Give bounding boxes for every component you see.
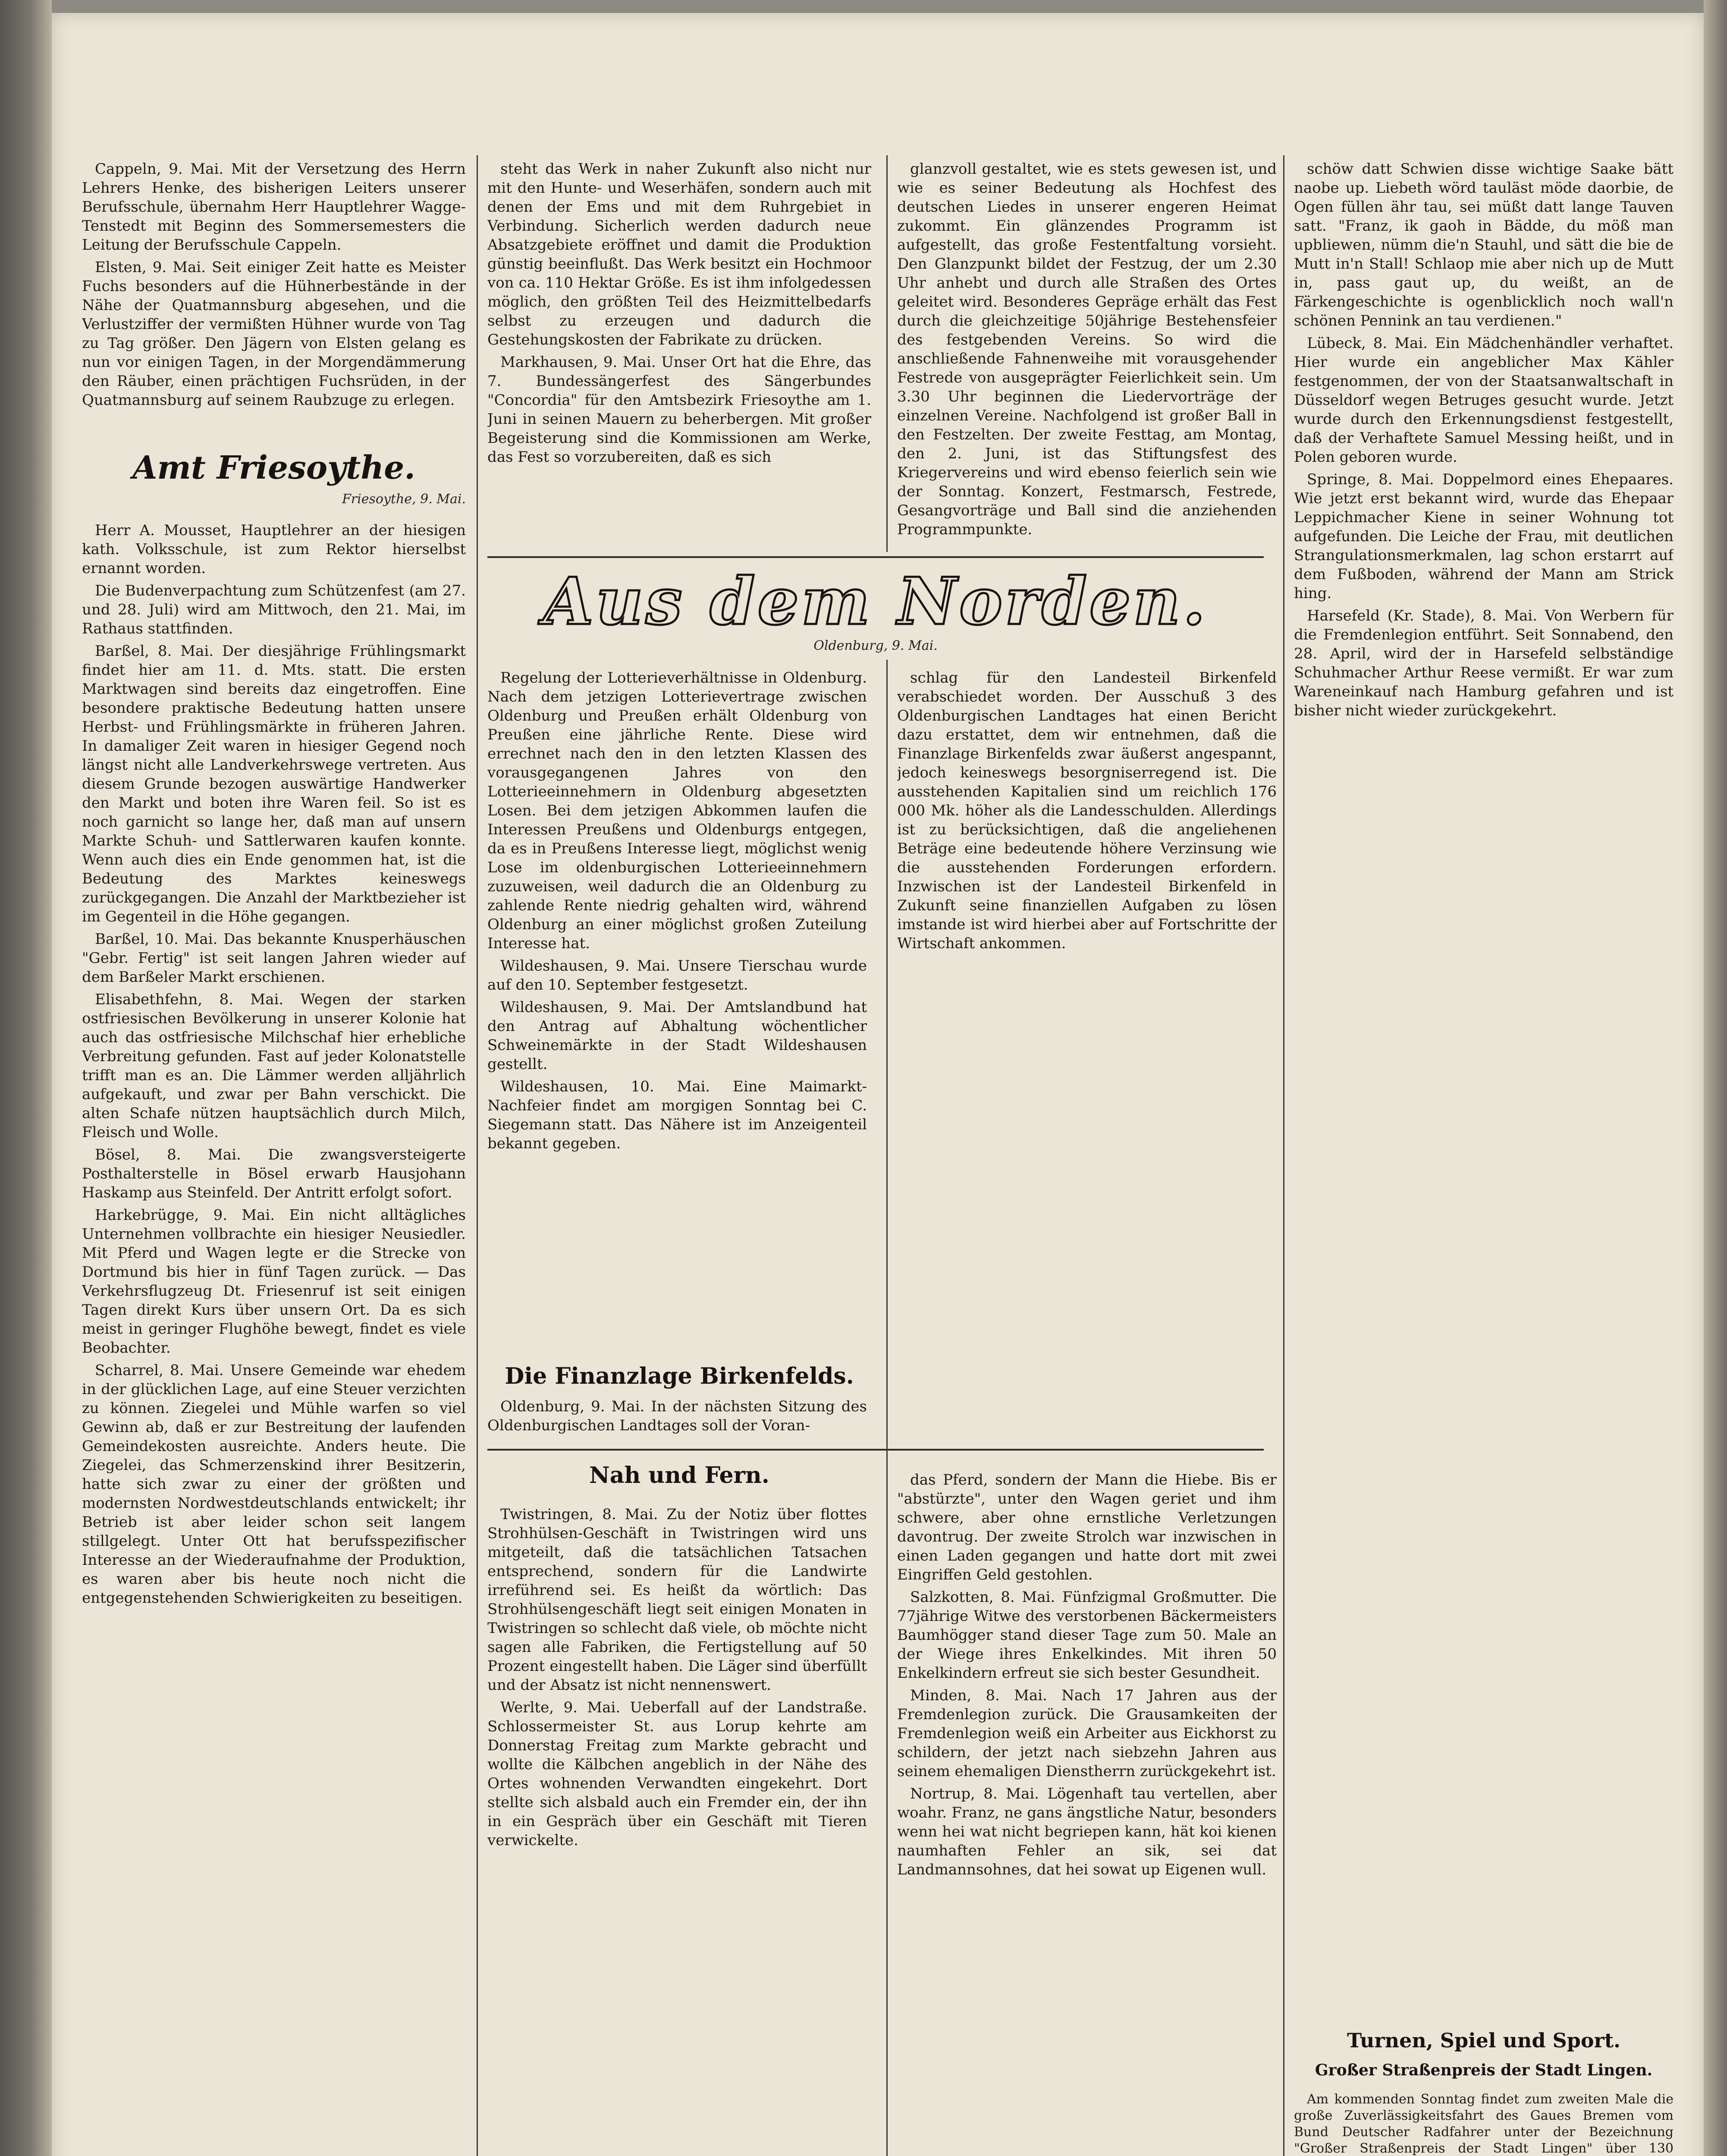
column-nah-1 — [487, 1505, 867, 2156]
article-cappeln: Cappeln, 9. Mai. Mit der Versetzung des Herrn Lehrers Henke, des bisherigen Leiters unserer Berufsschule, übernahm Herr Hauptlehrer Wagge-Tenstedt mit Beginn des Sommersemesters die Leitung der Berufsschule Cappeln. — [82, 160, 466, 254]
rule-nah-fern — [487, 1449, 1264, 1451]
article-elsten: Elsten, 9. Mai. Seit einiger Zeit hatte es Meister Fuchs besonders auf die Hühnerbestände in der Nähe der Quatmannsburg abgesehen, und die Verlustziffer der vermißten Hühner wurde von Tag zu Tag größer. Den Jägern von Elsten gelang es nun vor einigen Tagen, in der Morgendämmerung den Räuber, einen prächtigen Fuchsrüden, in der Quatmannsburg auf seinem Raubzuge zu erlegen. — [82, 259, 466, 409]
column-norden-2 — [897, 668, 1277, 1488]
article-fest-cont: glanzvoll gestaltet, wie es stets gewesen ist, und wie es seiner Bedeutung als Hochfest des deutschen Liedes in unserer engeren Heimat zukommt. Ein glänzendes Programm ist aufgestellt, das große Festentfaltung vorsieht. Den Glanzpunkt bildet der Festzug, der um 2.30 Uhr anhebt und durch alle Straßen des Ortes geleitet wird. Besonderes Gepräge erhält das Fest durch die gleichzeitige 50jährige Bestehensfeier des festgebenden Vereins. So wird die anschließende Fahnenweihe mit vorausgehender Festrede von ausgeprägter Feierlichkeit sein. Um 3.30 Uhr beginnen die Liedervorträge der einzelnen Vereine. Nachfolgend ist großer Ball in den Festzelten. Der zweite Festtag, am Montag, den 2. Juni, ist das Stiftungsfest des Kriegervereins und wird ebenso feierlich sein wie der Sonntag. Konzert, Festmarsch, Festrede, Gesangvorträge und Ball sind die anziehenden Programmpunkte. — [897, 160, 1277, 538]
rule-top-norden — [487, 556, 1264, 558]
column-3-top — [897, 160, 1277, 548]
column-rule-1 — [477, 155, 478, 2156]
column-nah-2 — [897, 1470, 1277, 2156]
article-markhausen: Markhausen, 9. Mai. Unser Ort hat die Ehre, das 7. Bundessängerfest des Sängerbundes "Concordia" für den Amtsbezirk Friesoythe am 1. Juni in seinen Mauern zu beherbergen. Mit großer Begeisterung sind die Kommissionen am Werke, das Fest so vorzubereiten, daß es sich — [487, 354, 871, 466]
scan-edge — [0, 0, 52, 2156]
section-heading-nah-und-fern: Nah und Fern. — [589, 1462, 769, 1489]
article-werk-cont: steht das Werk in naher Zukunft also nicht nur mit den Hunte- und Weserhäfen, sondern auch mit denen der Ems und mit dem Ruhrgebiet in Verbindung. Sicherlich werden dadurch neue Absatzgebiete eröffnet und damit die Produktion günstig beeinflußt. Das Werk besitzt ein Hochmoor von ca. 110 Hektar Größe. Es ist ihm infolgedessen möglich, den größten Teil des Heizmittelbedarfs selbst zu erzeugen und dadurch die Gestehungskosten der Fabrikate zu drücken. — [487, 160, 871, 348]
subheading-strassenpreis-lingen: Großer Straßenpreis der Stadt Lingen. — [1315, 2061, 1653, 2079]
article-harkebruegge: Harkebrügge, 9. Mai. Ein nicht alltägliches Unternehmen vollbrachte ein hiesiger Neusiedler. Mit Pferd und Wagen legte er die Strecke von Dortmund bis hier in fünf Tagen zurück. — Das Verkehrsflugzeug Dt. Friesenruf ist seit einigen Tagen direkt Kurs über unsern Ort. Da es sich meist in geringer Flughöhe bewegt, findet es viele Beobachter. — [82, 1206, 466, 1357]
column-rule-2-top — [886, 155, 888, 552]
section-heading-turnen-spiel-sport: Turnen, Spiel und Sport. — [1347, 2029, 1621, 2052]
article-birkenfeld-cont: schlag für den Landesteil Birkenfeld verabschiedet worden. Der Ausschuß 3 des Oldenburgischen Landtages hat einen Bericht dazu erstattet, dem wir entnehmen, daß die Finanzlage Birkenfelds zwar äußerst angespannt, jedoch keineswegs besorgniserregend ist. Die ausstehenden Kapitalien sind um reichlich 176 000 Mk. höher als die Landesschulden. Allerdings ist zu berücksichtigen, daß die angeliehenen Beträge eine bedeutende höhere Verzinsung wie die ausstehenden Forderungen erfordern. Inzwischen ist der Landesteil Birkenfeld in Zukunft seine finanziellen Aufgaben zu lösen imstande ist wird hierbei aber auf Fortschritte der Wirtschaft ankommen. — [897, 669, 1277, 952]
column-rule-2-bottom — [886, 660, 888, 2156]
article-barssel-1: Barßel, 8. Mai. Der diesjährige Frühlingsmarkt findet hier am 11. d. Mts. statt. Die ersten Marktwagen sind bereits daz eingetroffen. Eine besondere praktische Bedeutung hatten unsere Herbst- und Frühlingsmärkte in früheren Jahren. In damaliger Zeit waren in hiesiger Gegend noch längst nicht alle Landverkehrswege vertreten. Aus diesem Grunde bezogen auswärtige Handwerker den Markt und boten ihre Waren feil. So ist es noch garnicht so lange her, daß man auf unsern Markte Schuh- und Sattlerwaren kaufen konnte. Wenn auch dies ein Ende genommen hat, ist die Bedeutung des Marktes keineswegs zurückgegangen. Die Anzahl der Marktbezieher ist im Gegenteil in die Höhe gegangen. — [82, 642, 466, 925]
dateline-friesoythe: Friesoythe, 9. Mai. — [342, 492, 466, 507]
article-werlte: Werlte, 9. Mai. Ueberfall auf der Landstraße. Schlossermeister St. aus Lorup kehrte am Donnerstag Freitag zum Markte gebracht und wollte die Kälbchen angeblich in der Nähe des Ortes wohnenden Verwandten eingekehrt. Dort stellte sich alsbald auch ein Fremder ein, der ihn in ein Gespräch über ein Geschäft mit Tieren verwickelte. — [487, 1699, 867, 1849]
article-minden: Minden, 8. Mai. Nach 17 Jahren aus der Fremdenlegion zurück. Die Grausamkeiten der Fremdenlegion weiß ein Arbeiter aus Eickhorst zu schildern, der jetzt nach siebzehn Jahren aus seinem ehemaligen Dienstherrn zurückgekehrt ist. — [897, 1687, 1277, 1780]
article-wildeshausen-2: Wildeshausen, 9. Mai. Der Amtslandbund hat den Antrag auf Abhaltung wöchentlicher Schweinemärkte in der Stadt Wildeshausen gestellt. — [487, 999, 867, 1073]
article-boesel: Bösel, 8. Mai. Die zwangsversteigerte Posthalterstelle in Bösel erwarb Hausjohann Haskamp aus Steinfeld. Der Antritt erfolgt sofort. — [82, 1146, 466, 1201]
article-twistringen: Twistringen, 8. Mai. Zu der Notiz über flottes Strohhülsen-Geschäft in Twistringen wird uns mitgeteilt, daß die tatsächlichen Tatsachen entsprechend, sondern für die Landwirte irreführend sei. Es heißt da wörtlich: Das Strohhülsengeschäft liegt seit einigen Monaten in Twistringen so schlecht daß viele, ob möchte nicht sagen alle Fabriken, die Fertigstellung auf 50 Prozent eingestellt haben. Die Läger sind überfüllt und der Absatz ist nicht nennenswert. — [487, 1506, 867, 1694]
article-mousset: Herr A. Mousset, Hauptlehrer an der hiesigen kath. Volksschule, ist zum Rektor hierselbst ernannt worden. — [82, 522, 466, 577]
article-lotterie: Regelung der Lotterieverhältnisse in Oldenburg. Nach dem jetzigen Lotterievertrage zwischen Oldenburg und Preußen erhält Oldenburg von Preußen eine jährliche Rente. Diese wird errechnet nach den in den letzten Klassen des vorausgegangenen Jahres von den Lotterieeinnehmern in Oldenburg abgesetzten Losen. Bei dem jetzigen Abkommen laufen die Interessen Preußens und Oldenburgs entgegen, da es in Preußens Interesse liegt, möglichst wenig Lose im oldenburgischen Lotterieeinnehmern zuzuweisen, weil dadurch die an Oldenburg zu zahlende Rente niedrig gehalten wird, während Oldenburg an einer möglichst großen Zuteilung Interesse hat. — [487, 669, 867, 952]
article-platt-cont: schöw datt Schwien disse wichtige Saake bätt naobe up. Liebeth wörd tauläst möde daorbie, de Ogen füllen ähr tau, sei müßt datt lange Tauven satt. "Franz, ik gaoh in Bädde, du möß man upbliewen, nümm die'n Stauhl, und sätt die bie de Mutt in'n Stall! Schlaop mie aber nich up de Mutt in, pass gaut up, du weißt, an de Färkengeschichte is ogenblicklich noch wall'n schönen Pennink an tau verdienen." — [1294, 160, 1674, 329]
column-turnen — [1294, 2091, 1674, 2156]
article-salzkotten: Salzkotten, 8. Mai. Fünfzigmal Großmutter. Die 77jährige Witwe des verstorbenen Bäckermeisters Baumhögger stand dieser Tage zum 50. Male an der Wiege ihres Enkelkindes. Mit ihren 50 Enkelkindern erfreut sie sich bester Gesundheit. — [897, 1589, 1277, 1682]
article-wildeshausen-1: Wildeshausen, 9. Mai. Unsere Tierschau wurde auf den 10. September festgesetzt. — [487, 957, 867, 993]
column-finanz — [487, 1397, 867, 1440]
article-finanz: Oldenburg, 9. Mai. In der nächsten Sitzung des Oldenburgischen Landtages soll der Voran- — [487, 1398, 867, 1434]
article-nortrup: Nortrup, 8. Mai. Lögenhaft tau vertellen, aber woahr. Franz, ne gans ängstliche Natur, besonders wenn hei wat nicht begriepen kann, hät koi kienen naumhaften Fehler an sik, sei dat Landmannsohnes, dat hei sowat up Eigenen wull. — [897, 1785, 1277, 1878]
section-heading-aus-dem-norden: Aus dem Norden. — [543, 564, 1208, 639]
section-heading-finanzlage: Die Finanzlage Birkenfelds. — [505, 1363, 854, 1389]
article-luebeck: Lübeck, 8. Mai. Ein Mädchenhändler verhaftet. Hier wurde ein angeblicher Max Kähler festgenommen, der von der Staatsanwaltschaft in Düsseldorf wegen Betruges gesucht wurde. Jetzt wurde durch den Erkennungsdienst festgestellt, daß der Verhaftete Samuel Messing heißt, und in Polen geboren wurde. — [1294, 335, 1674, 466]
column-norden-1 — [487, 668, 867, 1354]
article-budenverpachtung: Die Budenverpachtung zum Schützenfest (am 27. und 28. Juli) wird am Mittwoch, den 21. Mai, im Rathaus stattfinden. — [82, 582, 466, 637]
dateline-oldenburg: Oldenburg, 9. Mai. — [813, 638, 938, 653]
article-strassenpreis: Am kommenden Sonntag findet zum zweiten Male die große Zuverlässigkeitsfahrt des Gaues Bremen vom Bund Deutscher Radfahrer unter der Bezeichnung "Großer Straßenpreis der Stadt Lingen" über 130 — [1294, 2092, 1674, 2156]
article-scharrel: Scharrel, 8. Mai. Unsere Gemeinde war ehedem in der glücklichen Lage, auf eine Steuer verzichten zu können. Ziegelei und Mühle warfen so viel Gewinn ab, daß er zur Bestreitung der laufenden Gemeindekosten ausreichte. Anders heute. Die Ziegelei, das Schmerzenskind ihrer Besitzerin, hatte sich zwar zu einer der größten und modernsten Nordwestdeutschlands entwickelt; ihr Betrieb ist aber leider schon seit langem stillgelegt. Unter Ott hat berufsspezifischer Interesse an der Wiederaufnahme der Produktion, es waren aber bis heute noch nicht die entgegenstehenden Schwierigkeiten zu beseitigen. — [82, 1362, 466, 1607]
article-barssel-2: Barßel, 10. Mai. Das bekannte Knusperhäuschen "Gebr. Fertig" ist seit langen Jahren wieder auf dem Barßeler Markt erschienen. — [82, 931, 466, 986]
article-werlte-cont: das Pferd, sondern der Mann die Hiebe. Bis er "abstürzte", unter den Wagen geriet und ihm schwere, aber ohne ernstliche Verletzungen davontrug. Der zweite Strolch war inzwischen in einen Laden gegangen und hatte dort mit zwei Eingriffen Geld gestohlen. — [897, 1471, 1277, 1583]
column-2-top — [487, 160, 871, 591]
column-4 — [1294, 160, 1674, 2156]
article-harsefeld: Harsefeld (Kr. Stade), 8. Mai. Von Werbern für die Fremdenlegion entführt. Seit Sonnabend, den 28. April, wird der in Harsefeld selbständige Schuhmacher Arthur Reese vermißt. Er war zum Wareneinkauf nach Hamburg gefahren und ist bisher nicht wieder zurückgekehrt. — [1294, 607, 1674, 719]
page-content — [52, 13, 1704, 2156]
column-rule-3 — [1283, 155, 1284, 2156]
article-springe: Springe, 8. Mai. Doppelmord eines Ehepaares. Wie jetzt erst bekannt wird, wurde das Ehepaar Leppichmacher Kiene in seiner Wohnung tot aufgefunden. Die Leiche der Frau, mit deutlichen Strangulationsmerkmalen, lag schon erstarrt auf dem Fußboden, während der Mann am Strick hing. — [1294, 471, 1674, 602]
article-wildeshausen-3: Wildeshausen, 10. Mai. Eine Maimarkt-Nachfeier findet am morgigen Sonntag bei C. Siegemann statt. Das Nähere ist im Anzeigenteil bekannt gegeben. — [487, 1078, 867, 1152]
article-elisabethfehn: Elisabethfehn, 8. Mai. Wegen der starken ostfriesischen Bevölkerung in unserer Kolonie hat auch das ostfriesische Milchschaf hier erhebliche Verbreitung gefunden. Fast auf jeder Kolonatstelle trifft man es an. Die Lämmer werden alljährlich aufgekauft, und zwar per Bahn verschickt. Die alten Schafe nützen hauptsächlich durch Milch, Fleisch und Wolle. — [82, 991, 466, 1141]
section-heading-amt-friesoythe: Amt Friesoythe. — [132, 449, 415, 486]
scan-edge-right — [1704, 0, 1727, 2156]
